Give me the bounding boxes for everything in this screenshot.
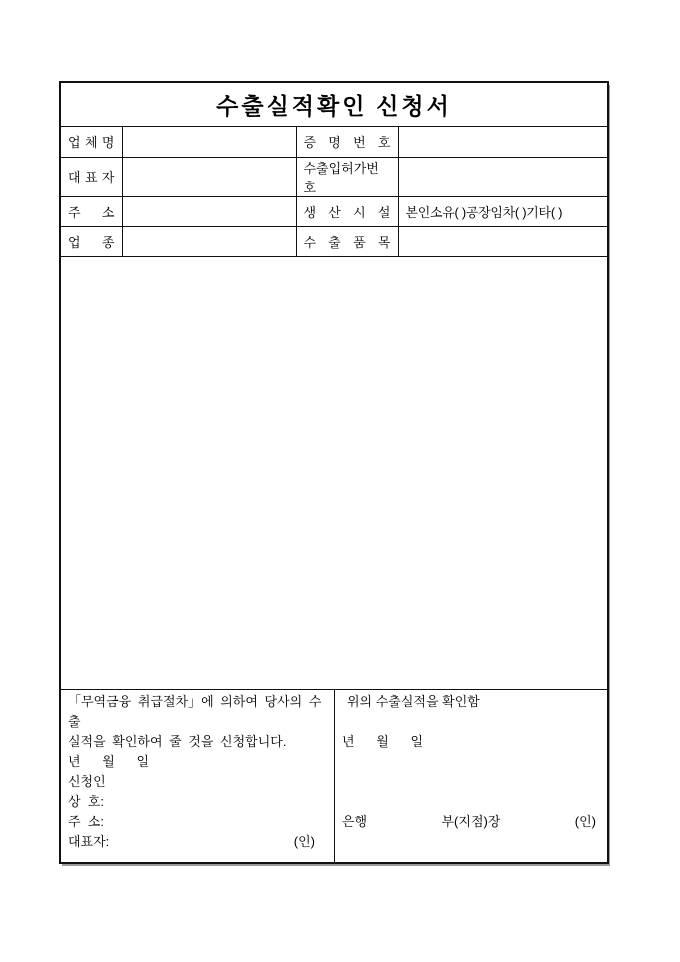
label-address: 주 소: [61, 196, 122, 226]
label-production-facility: 생 산 시 설: [296, 196, 398, 226]
value-address: [122, 196, 296, 226]
value-export-items: [398, 226, 607, 256]
representative-signature-line: [68, 832, 327, 852]
label-export-items: 수 출 품 목: [296, 226, 398, 256]
value-business-type: [122, 226, 296, 256]
page-title: 수출실적확인 신청서: [216, 94, 452, 119]
applicant-seal-label: (인): [293, 834, 315, 849]
applicant-label: 신청인: [68, 774, 106, 789]
value-company-name: [122, 127, 296, 157]
branch-manager-label: 부(지점)장: [441, 814, 501, 829]
label-representative: 대 표 자: [61, 157, 122, 196]
value-production-facility-options: 본인소유( )공장임차( )기타( ): [398, 196, 607, 226]
applicant-declaration-section: [61, 690, 334, 862]
table-row-company: [61, 127, 607, 157]
applicant-company-name-line: 상 호:: [68, 794, 104, 809]
bank-label: 은행: [342, 814, 368, 829]
label-export-import-license-number: 수출입허가번호: [296, 157, 398, 196]
declaration-line-1: 「무역금융 취급절차」에 의하여 당사의 수출: [68, 694, 322, 729]
bank-confirmation-line: 위의 수출실적을 확인함: [347, 694, 480, 709]
value-representative: [122, 157, 296, 196]
label-certificate-number: 증 명 번 호: [296, 127, 398, 157]
export-performance-blank-area: [61, 257, 607, 690]
value-export-import-license-number: [398, 157, 607, 196]
company-info-table: [61, 127, 607, 257]
representative-label: 대표자:: [68, 834, 110, 849]
label-company-name: 업 체 명: [61, 127, 122, 157]
value-certificate-number: [398, 127, 607, 157]
bank-signature-line: [342, 812, 600, 832]
table-row-representative: [61, 157, 607, 196]
application-form: [59, 81, 609, 864]
table-row-business-type: [61, 226, 607, 256]
label-business-type: 업 종: [61, 226, 122, 256]
applicant-date-line: 년 월 일: [68, 754, 150, 769]
form-title-row: [61, 83, 607, 127]
table-row-address: [61, 196, 607, 226]
bank-seal-label: (인): [574, 814, 596, 829]
signature-section: [61, 689, 607, 862]
bank-confirmation-section: [334, 690, 607, 862]
applicant-address-line: 주 소:: [68, 814, 104, 829]
declaration-line-2: 실적을 확인하여 줄 것을 신청합니다.: [68, 734, 287, 749]
bank-date-line: 년 월 일: [342, 734, 424, 749]
